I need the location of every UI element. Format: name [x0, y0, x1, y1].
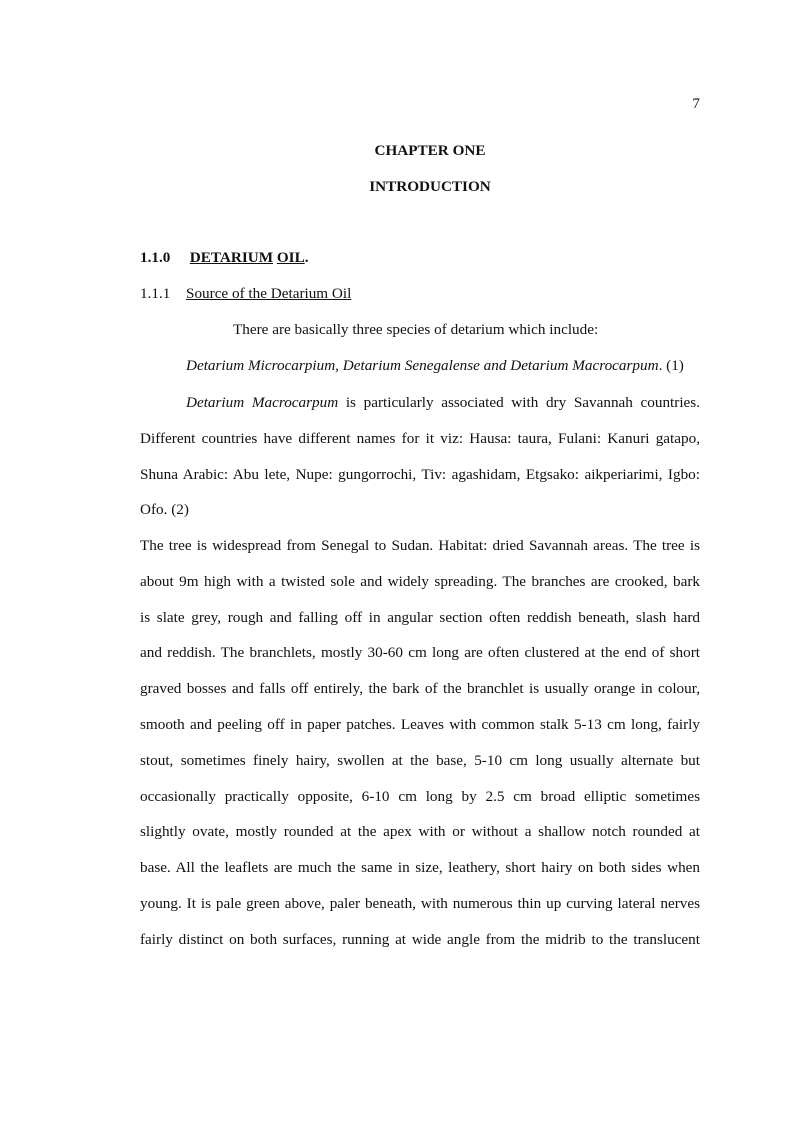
- paragraph-line: Different countries have different names for it viz: Hausa: taura, Fulani: Kanuri gatapo,: [140, 429, 700, 447]
- subsection-title: Source of the Detarium Oil: [186, 285, 352, 302]
- paragraph-line: slightly ovate, mostly rounded at the apex with or without a shallow notch rounded at: [140, 823, 700, 841]
- species-names: Detarium Microcarpium, Detarium Senegalense and Detarium Macrocarpum: [186, 357, 659, 374]
- page-number: 7: [692, 95, 700, 112]
- species-list: [186, 357, 684, 375]
- section-number: 1.1.0: [140, 249, 171, 266]
- section-title-part1: DETARIUM: [189, 249, 274, 266]
- paragraph-names: [140, 385, 700, 528]
- paragraph-line: stout, sometimes finely hairy, swollen at the base, 5-10 cm long usually alternate but: [140, 751, 700, 769]
- paragraph-line: fairly distinct on both surfaces, running at wide angle from the midrib to the translucent: [140, 930, 700, 948]
- paragraph-line: occasionally practically opposite, 6-10 cm long by 2.5 cm broad elliptic sometimes: [140, 787, 700, 805]
- paragraph-line: young. It is pale green above, paler beneath, with numerous thin up curving lateral nerves: [140, 894, 700, 912]
- paragraph-line: is slate grey, rough and falling off in angular section often reddish beneath, slash hard: [140, 608, 700, 626]
- species-italic: Detarium Macrocarpum: [186, 394, 339, 411]
- paragraph-line: and reddish. The branchlets, mostly 30-60 cm long are often clustered at the end of short: [140, 644, 700, 662]
- paragraph-line: smooth and peeling off in paper patches. Leaves with common stalk 5-13 cm long, fairly: [140, 715, 700, 733]
- paragraph-line: The tree is widespread from Senegal to Sudan. Habitat: dried Savannah areas. The tree is: [140, 537, 700, 554]
- paragraph-intro: There are basically three species of detarium which include:: [233, 321, 599, 338]
- section-heading: [140, 249, 309, 267]
- chapter-label: CHAPTER ONE: [374, 142, 486, 159]
- paragraph-line: about 9m high with a twisted sole and widely spreading. The branches are crooked, bark: [140, 572, 700, 590]
- subsection-heading: [140, 285, 351, 303]
- species-reference: . (1): [658, 357, 684, 374]
- section-title-suffix: .: [304, 249, 309, 266]
- section-title-part2: OIL: [276, 249, 305, 266]
- paragraph-line: graved bosses and falls off entirely, the bark of the branchlet is usually orange in colour,: [140, 680, 700, 698]
- paragraph-line: base. All the leaflets are much the same in size, leathery, short hairy on both sides when: [140, 859, 700, 877]
- paragraph-line: Shuna Arabic: Abu lete, Nupe: gungorrochi, Tiv: agashidam, Etgsako: aikperiarimi, Igbo:: [140, 465, 700, 483]
- chapter-title: INTRODUCTION: [369, 178, 491, 195]
- paragraph-description: [140, 528, 700, 958]
- paragraph-line: [140, 385, 700, 421]
- paragraph-line: Ofo. (2): [140, 501, 189, 519]
- line-text: is particularly associated with dry Savannah countries.: [338, 394, 700, 411]
- subsection-number: 1.1.1: [140, 285, 171, 302]
